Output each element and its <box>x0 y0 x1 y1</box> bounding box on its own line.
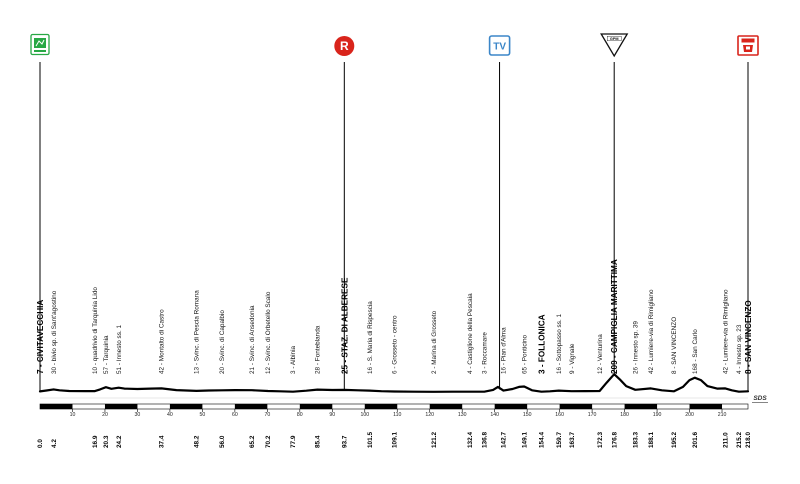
waypoint-label: 20 - Svinc. di Capalbio <box>219 310 227 374</box>
axis-tick-label: 50 <box>199 412 206 418</box>
axis-tick-label: 70 <box>264 412 271 418</box>
scale-bar-segment <box>235 404 267 409</box>
waypoint-km-label: 65.2 <box>249 435 256 448</box>
waypoint-km-label: 136.8 <box>481 432 489 448</box>
waypoint-km-label: 48.2 <box>193 435 201 448</box>
axis-tick-label: 30 <box>134 412 141 418</box>
waypoint-km-label: 218.0 <box>745 432 753 448</box>
axis-tick-label: 40 <box>167 412 173 418</box>
waypoint-km-label: 0.0 <box>37 439 45 448</box>
waypoint-km-label: 16.9 <box>92 435 100 448</box>
waypoint-km-label: 163.7 <box>568 432 576 448</box>
waypoint-km-label: 109.1 <box>391 432 399 448</box>
waypoint-km-label: 121.2 <box>430 432 438 448</box>
waypoint-km-label: 183.3 <box>632 432 640 448</box>
waypoint-km-label: 176.8 <box>611 432 619 448</box>
waypoint-label-major: 7 - CIVITAVECCHIA <box>36 299 45 374</box>
waypoint-label: 26 - Innesto sp. 39 <box>632 321 640 374</box>
waypoint-km-label: 4.2 <box>50 439 58 448</box>
waypoint-km-label: 20.3 <box>103 435 111 448</box>
waypoint-label: 10 - quadrivio di Tarquinia Lido <box>92 287 100 374</box>
waypoint-km-label: 70.2 <box>265 435 273 448</box>
waypoint-label: 42 - Montalto di Castro <box>158 309 166 374</box>
waypoint-label: 6 - Grosseto - centro <box>391 315 399 374</box>
waypoint-label: 57 - Tarquinia <box>103 335 111 374</box>
waypoint-label-major: 25 - STAZ. DI ALBERESE <box>340 277 350 374</box>
axis-tick-label: 120 <box>425 412 435 418</box>
waypoint-label-major: 8 - SAN VINCENZO <box>744 300 753 374</box>
waypoint-label: 12 - Venturina <box>596 334 604 374</box>
waypoint-label: 51 - Innesto ss. 1 <box>115 324 123 374</box>
waypoint-label-major: 3 - FOLLONICA <box>537 314 547 374</box>
axis-tick-label: 60 <box>231 412 238 418</box>
axis-tick-label: 200 <box>685 412 694 418</box>
waypoint-label: 42 - Lumiere-via di Rimigliano <box>722 289 730 374</box>
waypoint-label-major: 209 - CAMPIGLIA MARITTIMA <box>610 259 620 374</box>
intermediate-sprint-icon <box>31 35 49 55</box>
waypoint-km-label: 149.1 <box>521 432 529 448</box>
waypoint-km-label: 172.3 <box>596 432 604 448</box>
waypoint-label: 28 - Fonteblanda <box>314 325 322 374</box>
svg-text:R: R <box>339 39 349 54</box>
svg-text:SDS: SDS <box>753 395 767 402</box>
waypoint-km-label: 37.4 <box>158 435 166 448</box>
waypoint-label: 9 - Vignale <box>568 343 576 374</box>
profile-layer <box>40 374 748 398</box>
sds-logo <box>752 395 768 403</box>
scale-bar-segment <box>105 404 137 409</box>
scale-bar-segment <box>170 404 202 409</box>
waypoint-label: 4 - Castiglione della Pescaia <box>467 293 475 374</box>
waypoint-label: 4 - Innesto sp. 23 <box>736 324 744 374</box>
axis-tick-label: 210 <box>717 412 727 418</box>
waypoint-km-label: 215.2 <box>736 432 744 448</box>
scale-bar-segment <box>365 404 397 409</box>
tv-coverage-icon <box>490 36 510 55</box>
scale-bar <box>40 404 748 418</box>
axis-tick-label: 10 <box>69 412 76 418</box>
axis-tick-label: 180 <box>620 412 629 418</box>
waypoint-label: 2 - Marina di Grosseto <box>430 310 438 374</box>
waypoint-km-label: 132.4 <box>467 432 475 448</box>
waypoint-label: 30 - bivio sp. di Sant'agostino <box>50 290 58 374</box>
scale-bar-segment <box>495 404 527 409</box>
waypoint-label: 3 - Roccamare <box>481 332 489 374</box>
axis-tick-label: 150 <box>522 412 532 418</box>
waypoint-labels <box>36 259 753 374</box>
waypoint-label: 16 - S. Maria di Rispescia <box>366 301 374 374</box>
waypoint-label: 12 - Svinc. di Orbetello Scalo <box>265 291 273 374</box>
scale-bar-segment <box>430 404 462 409</box>
waypoint-km-label: 93.7 <box>341 435 349 448</box>
axis-tick-label: 160 <box>555 412 564 418</box>
waypoint-label: 3 - Albinia <box>290 345 298 374</box>
waypoint-label: 16 - Sottopasso ss. 1 <box>555 313 563 374</box>
waypoint-label: 65 - Ponticino <box>521 334 529 374</box>
waypoint-km-label: 154.4 <box>538 432 546 448</box>
scale-bar-segment <box>690 404 722 409</box>
svg-text:GPM: GPM <box>609 37 619 41</box>
axis-tick-label: 20 <box>102 412 108 418</box>
axis-tick-label: 100 <box>360 412 370 418</box>
waypoint-label: 42 - Lumiere-via di Rimigliano <box>648 289 656 374</box>
axis-tick-label: 90 <box>329 412 336 418</box>
waypoint-km-label: 201.6 <box>691 432 699 448</box>
axis-tick-label: 140 <box>490 412 500 418</box>
axis-tick-label: 190 <box>652 412 662 418</box>
waypoint-km-label: 101.5 <box>366 432 374 448</box>
waypoint-label: 168 - San Carlo <box>691 329 699 374</box>
axis-tick-label: 170 <box>587 412 597 418</box>
scale-bar-segment <box>560 404 592 409</box>
waypoint-label: 21 - Svinc. di Ansedonia <box>249 305 256 374</box>
finish-flag-icon <box>738 36 758 55</box>
gpm-climb-icon <box>601 34 627 56</box>
scale-bar-segment <box>40 404 72 409</box>
waypoint-km-label: 211.0 <box>722 432 730 448</box>
icons-layer <box>31 34 758 56</box>
km-labels <box>37 432 752 448</box>
axis-tick-label: 80 <box>296 412 303 418</box>
waypoint-km-label: 195.2 <box>671 432 679 448</box>
waypoint-km-label: 85.4 <box>314 435 322 448</box>
svg-text:TV: TV <box>493 41 506 53</box>
waypoint-km-label: 56.0 <box>219 435 227 448</box>
scale-bar-segment <box>625 404 657 409</box>
refreshment-zone-icon <box>334 36 354 56</box>
logo-layer <box>752 395 768 403</box>
waypoint-km-label: 159.7 <box>555 432 563 448</box>
waypoint-km-label: 188.1 <box>648 432 656 448</box>
scale-bar-segment <box>300 404 332 409</box>
waypoint-label: 13 - Svinc. di Pescia Romana <box>193 290 201 374</box>
axis-tick-label: 110 <box>393 412 402 418</box>
waypoint-km-label: 142.7 <box>500 432 508 448</box>
profile-line <box>40 374 748 392</box>
waypoint-km-label: 77.9 <box>290 435 298 448</box>
waypoint-label: 8 - SAN VINCENZO <box>671 316 679 374</box>
axis-tick-label: 130 <box>457 412 467 418</box>
waypoint-km-label: 24.2 <box>115 435 123 448</box>
waypoint-label: 16 - Pian d'Alma <box>500 327 508 374</box>
